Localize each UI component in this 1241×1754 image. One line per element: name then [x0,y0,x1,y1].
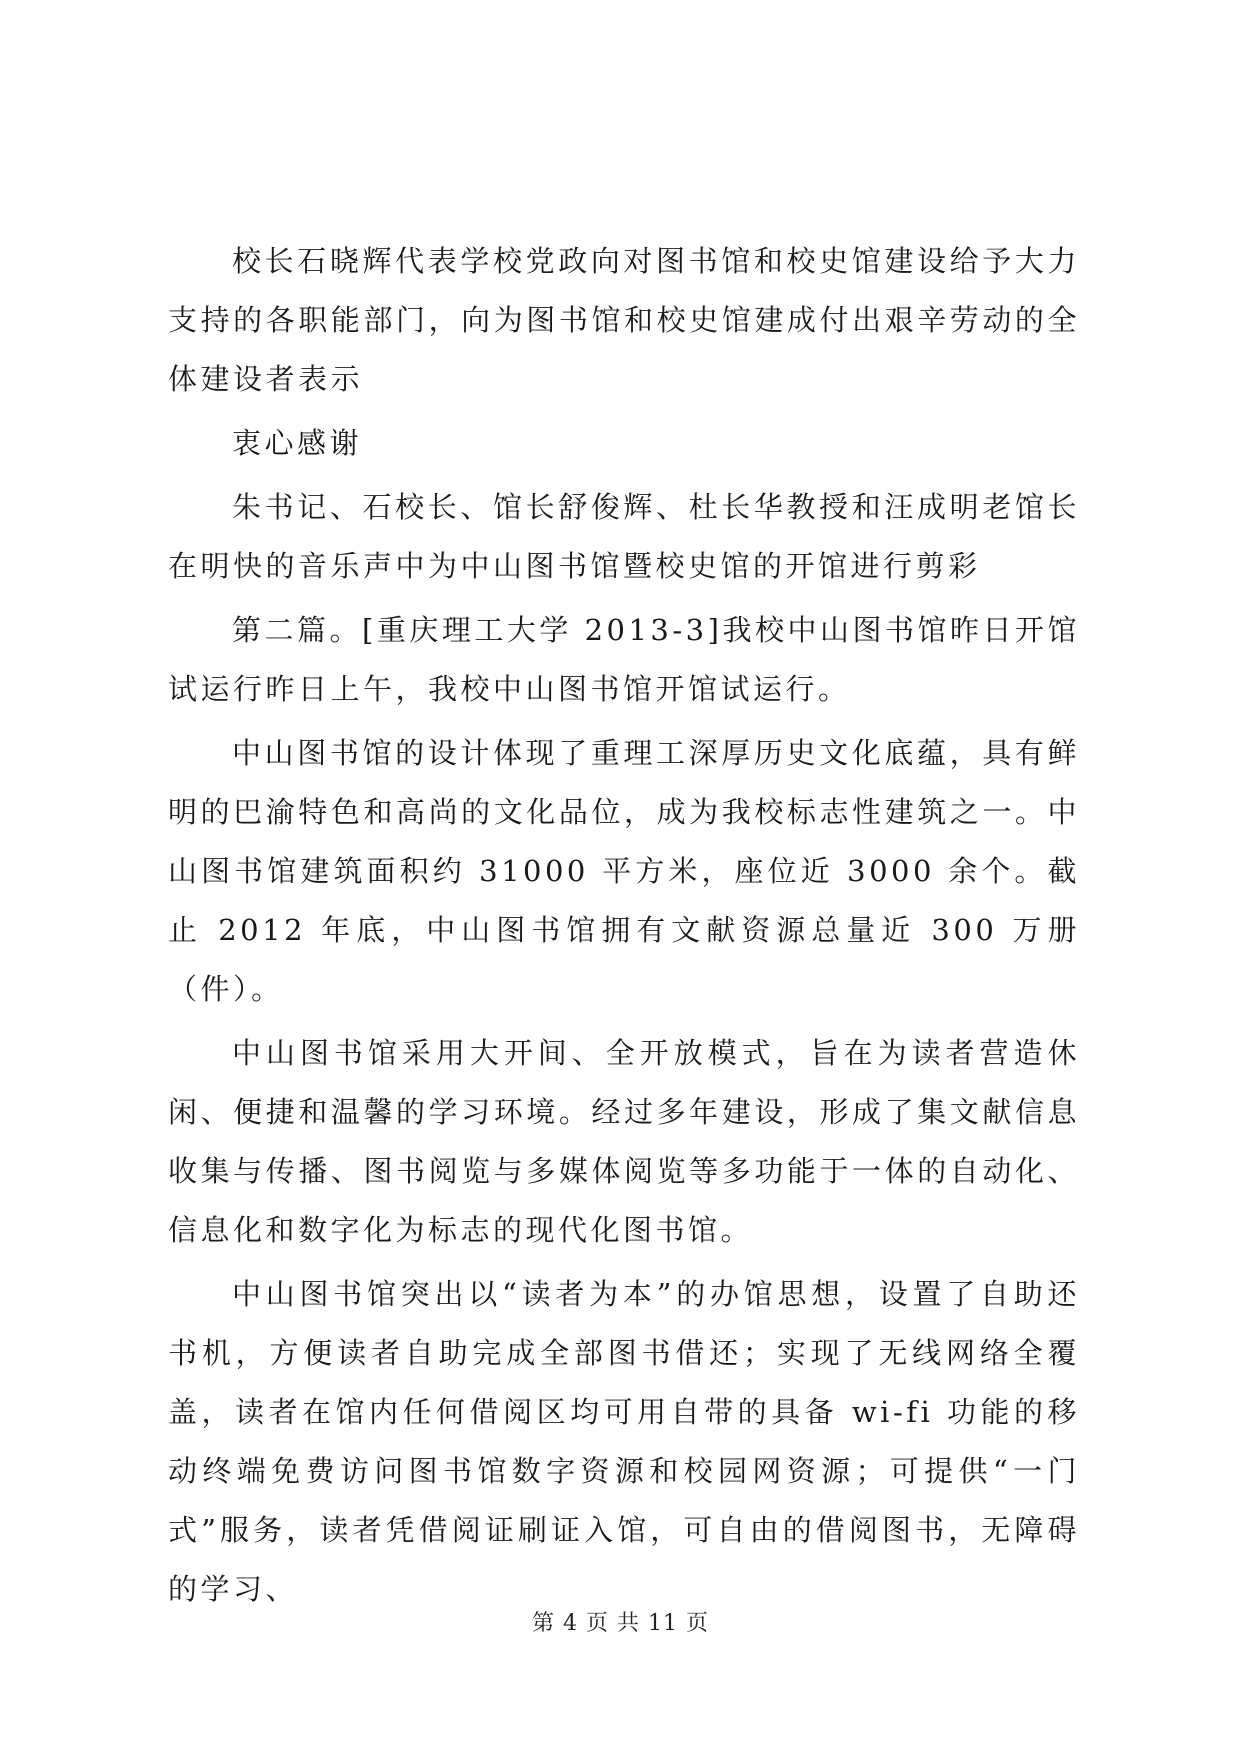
paragraph-1: 校长石晓辉代表学校党政向对图书馆和校史馆建设给予大力支持的各职能部门，向为图书馆和校史馆建成付出艰辛劳动的全体建设者表示 [168,244,1080,396]
document-body [168,232,1080,1624]
paragraph-4: 第二篇。[重庆理工大学 2013-3]我校中山图书馆昨日开馆试运行昨日上午，我校中山图书馆开馆试运行。 [168,613,1080,706]
paragraph-6: 中山图书馆采用大开间、全开放模式，旨在为读者营造休闲、便捷和温馨的学习环境。经过多年建设，形成了集文献信息收集与传播、图书阅览与多媒体阅览等多功能于一体的自动化、信息化和数字化为标志的现代化图书馆。 [168,1036,1080,1247]
page-number-footer: 第 4 页 共 11 页 [532,1611,709,1636]
paragraph-5: 中山图书馆的设计体现了重理工深厚历史文化底蕴，具有鲜明的巴渝特色和高尚的文化品位，成为我校标志性建筑之一。中山图书馆建筑面积约 31000 平方米，座位近 3000 余个。截止 2012 年底，中山图书馆拥有文献资源总量近 300 万册（件）。 [168,736,1080,1006]
paragraph-2: 衷心感谢 [232,426,363,460]
paragraph-7: 中山图书馆突出以“读者为本”的办馆思想，设置了自助还书机，方便读者自助完成全部图书借还；实现了无线网络全覆盖，读者在馆内任何借阅区均可用自带的具备 wi-fi 功能的移动终端免费访问图书馆数字资源和校园网资源；可提供“一门式”服务，读者凭借阅证刷证入馆，可自由的借阅图书，无障碍的学习、 [168,1277,1080,1606]
paragraph-3: 朱书记、石校长、馆长舒俊辉、杜长华教授和汪成明老馆长在明快的音乐声中为中山图书馆暨校史馆的开馆进行剪彩 [168,490,1080,583]
